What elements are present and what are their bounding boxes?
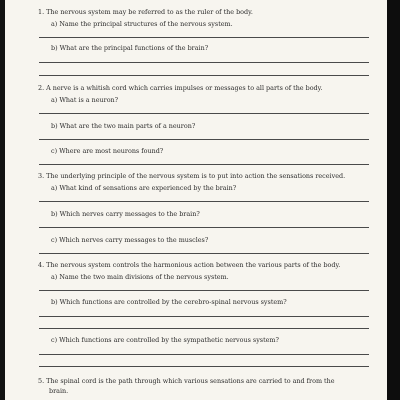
question-3a: a) What kind of sensations are experienced by the brain? bbox=[51, 184, 237, 192]
question-5-stem-line2: brain. bbox=[49, 387, 69, 395]
question-5-stem: 5. The spinal cord is the path through which various sensations are carried to and from the bbox=[38, 377, 335, 385]
answer-line[interactable] bbox=[39, 62, 369, 63]
question-1b: b) What are the principal functions of the brain? bbox=[51, 44, 209, 52]
answer-line[interactable] bbox=[39, 354, 369, 355]
answer-line[interactable] bbox=[39, 164, 369, 165]
answer-line[interactable] bbox=[39, 75, 369, 76]
question-4b: b) Which functions are controlled by the cerebro-spinal nervous system? bbox=[51, 298, 287, 306]
answer-line[interactable] bbox=[39, 113, 369, 114]
answer-line[interactable] bbox=[39, 366, 369, 367]
answer-line[interactable] bbox=[39, 227, 369, 228]
question-1-stem: 1. The nervous system may be referred to as the ruler of the body. bbox=[38, 8, 253, 16]
scan-border bbox=[387, 0, 400, 400]
question-2a: a) What is a neuron? bbox=[51, 96, 119, 104]
question-4a: a) Name the two main divisions of the nervous system. bbox=[51, 273, 229, 281]
answer-line[interactable] bbox=[39, 139, 369, 140]
question-2b: b) What are the two main parts of a neuron? bbox=[51, 122, 196, 130]
answer-line[interactable] bbox=[39, 316, 369, 317]
worksheet-page bbox=[5, 0, 387, 400]
answer-line[interactable] bbox=[39, 328, 369, 329]
question-3-stem: 3. The underlying principle of the nervous system is to put into action the sensations received. bbox=[38, 172, 346, 180]
question-2-stem: 2. A nerve is a whitish cord which carries impulses or messages to all parts of the body. bbox=[38, 84, 323, 92]
question-4c: c) Which functions are controlled by the sympathetic nervous system? bbox=[51, 336, 279, 344]
answer-line[interactable] bbox=[39, 201, 369, 202]
answer-line[interactable] bbox=[39, 290, 369, 291]
answer-line[interactable] bbox=[39, 253, 369, 254]
question-1a: a) Name the principal structures of the nervous system. bbox=[51, 20, 233, 28]
question-3b: b) Which nerves carry messages to the brain? bbox=[51, 210, 200, 218]
answer-line[interactable] bbox=[39, 37, 369, 38]
question-4-stem: 4. The nervous system controls the harmonious action between the various parts of the body. bbox=[38, 261, 341, 269]
question-2c: c) Where are most neurons found? bbox=[51, 147, 164, 155]
question-3c: c) Which nerves carry messages to the muscles? bbox=[51, 236, 209, 244]
